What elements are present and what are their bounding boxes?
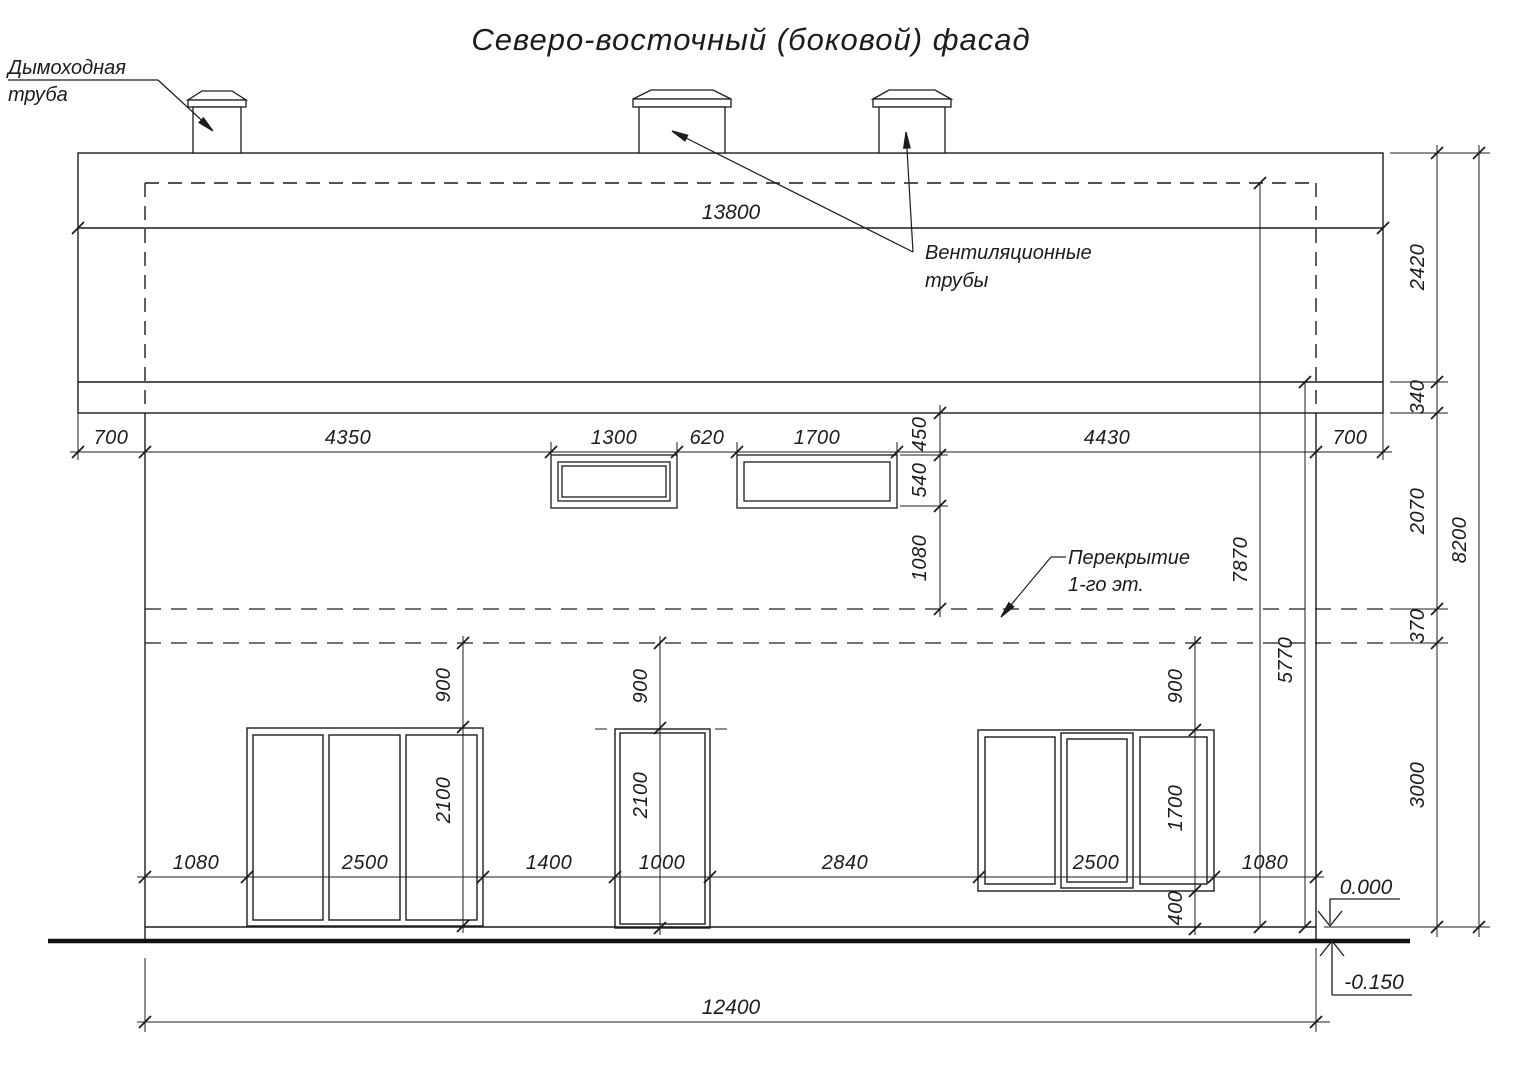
attic-window-left bbox=[551, 455, 677, 508]
vent-pipe-1 bbox=[633, 90, 731, 153]
vent-pipe-1-body bbox=[639, 107, 725, 153]
dim-door-2100: 2100 bbox=[630, 771, 652, 819]
dim-top-700-right: 700 bbox=[1332, 427, 1368, 449]
roof bbox=[78, 153, 1383, 413]
callout-vents-line2: трубы bbox=[925, 270, 989, 292]
attic-window-right bbox=[737, 455, 897, 508]
vent-pipe-2-body bbox=[879, 107, 945, 153]
chimney-1-body bbox=[193, 107, 241, 153]
floor-slab-hidden-lines bbox=[145, 609, 1390, 643]
drawing-title: Северо-восточный (боковой) фасад bbox=[471, 22, 1031, 57]
dim-bot-1080-left: 1080 bbox=[172, 852, 220, 874]
window-left-frame bbox=[247, 728, 483, 926]
dim-top-1300: 1300 bbox=[590, 427, 638, 449]
dim-total-width: 12400 bbox=[701, 996, 761, 1019]
callout-slab-line1: Перекрытие bbox=[1068, 547, 1191, 569]
dim-bot-1080-right: 1080 bbox=[1241, 852, 1289, 874]
door-leaf bbox=[620, 733, 705, 924]
dim-bot-1400: 1400 bbox=[525, 852, 573, 874]
chimney-1-collar bbox=[188, 100, 246, 107]
dimension-lines bbox=[70, 145, 1490, 1032]
vent-pipe-2 bbox=[873, 90, 951, 153]
door-frame bbox=[615, 729, 710, 928]
leader-slab bbox=[1001, 557, 1066, 617]
elevation-mark-zero bbox=[1318, 899, 1400, 926]
dim-rwin-400: 400 bbox=[1165, 890, 1187, 926]
callout-chimney-line1: Дымоходная bbox=[8, 57, 126, 79]
door bbox=[595, 729, 730, 928]
dim-top-4430: 4430 bbox=[1083, 427, 1131, 449]
leader-vents bbox=[672, 131, 913, 252]
dim-attic-1080: 1080 bbox=[909, 534, 931, 582]
callout-vents-line1: Вентиляционные bbox=[925, 242, 1092, 264]
vent-pipe-1-collar bbox=[633, 99, 731, 107]
chimney-1 bbox=[188, 91, 246, 153]
dim-rwin-900: 900 bbox=[1165, 668, 1187, 704]
vent-pipe-2-cap bbox=[873, 90, 951, 99]
vent-pipe-2-collar bbox=[873, 99, 951, 107]
dim-right-2420: 2420 bbox=[1407, 243, 1429, 291]
roof-outline bbox=[78, 153, 1383, 413]
dim-5770: 5770 bbox=[1275, 636, 1297, 684]
dim-8200: 8200 bbox=[1449, 516, 1471, 564]
dim-bot-2840: 2840 bbox=[821, 852, 869, 874]
dim-bot-2500-left: 2500 bbox=[341, 852, 389, 874]
dim-bot-1000: 1000 bbox=[638, 852, 686, 874]
window-left bbox=[247, 728, 483, 926]
dim-top-700-left: 700 bbox=[93, 427, 129, 449]
dim-lwin-2100: 2100 bbox=[433, 776, 455, 824]
callout-chimney-line2: труба bbox=[8, 84, 68, 106]
dim-right-2070: 2070 bbox=[1407, 487, 1429, 535]
dim-7870: 7870 bbox=[1230, 536, 1252, 584]
dim-rwin-1700: 1700 bbox=[1165, 784, 1187, 832]
chimney-1-cap bbox=[188, 91, 246, 100]
elevation-minus-label: -0.150 bbox=[1344, 971, 1404, 994]
leader-slab-arrow bbox=[1001, 603, 1014, 617]
dim-top-4350: 4350 bbox=[324, 427, 372, 449]
dim-bot-2500-right: 2500 bbox=[1072, 852, 1120, 874]
dim-right-3000: 3000 bbox=[1407, 761, 1429, 809]
callout-slab-line2: 1-го эт. bbox=[1068, 574, 1144, 596]
dim-door-900: 900 bbox=[630, 668, 652, 704]
dim-right-370: 370 bbox=[1407, 608, 1429, 644]
dim-right-340: 340 bbox=[1407, 379, 1429, 415]
dim-attic-540: 540 bbox=[909, 462, 931, 498]
dim-lwin-900: 900 bbox=[433, 667, 455, 703]
dim-attic-450: 450 bbox=[909, 416, 931, 452]
dim-top-620: 620 bbox=[689, 427, 725, 449]
elevation-zero-label: 0.000 bbox=[1339, 876, 1393, 899]
dim-top-1700: 1700 bbox=[793, 427, 841, 449]
dimension-ticks bbox=[72, 147, 1485, 1028]
vent-pipe-1-cap bbox=[633, 90, 731, 99]
dim-roof-span: 13800 bbox=[701, 201, 761, 224]
